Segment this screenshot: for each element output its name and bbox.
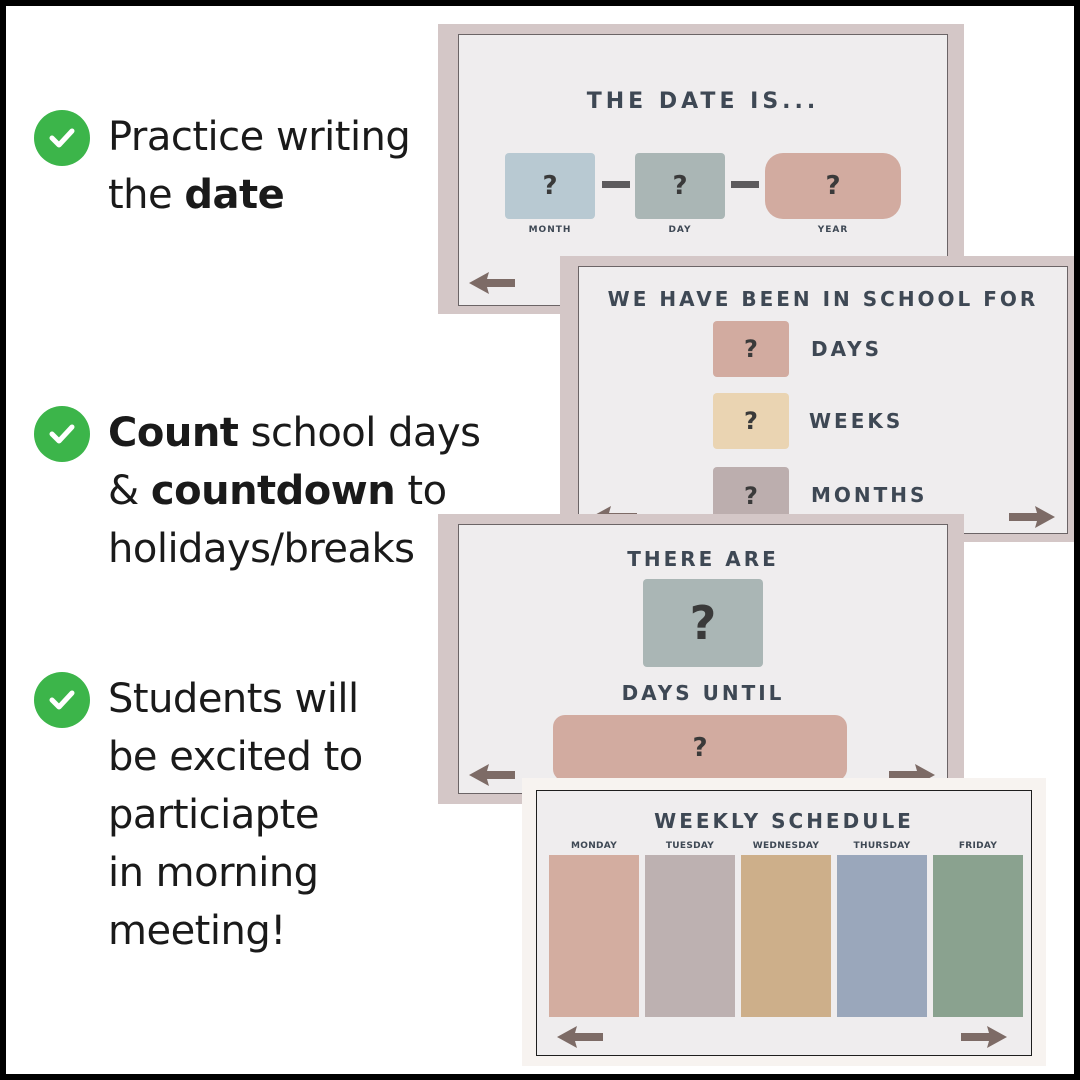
day-label-tuesday: TUESDAY xyxy=(665,841,715,851)
check-icon xyxy=(34,406,90,462)
feature-text xyxy=(108,404,481,578)
day-label-thursday: THURSDAY xyxy=(853,841,911,851)
slide-school-frame xyxy=(578,266,1068,534)
slide-weekly-schedule xyxy=(522,778,1046,1066)
months-count-box[interactable]: ? xyxy=(713,467,789,525)
days-label: DAYS xyxy=(811,337,883,361)
feature-emphasis: date xyxy=(184,172,285,218)
slide-countdown-title: THERE ARE xyxy=(627,547,779,571)
slide-countdown-frame xyxy=(458,524,948,794)
year-label: YEAR xyxy=(817,225,849,235)
months-label: MONTHS xyxy=(811,483,928,507)
slide-weekly-frame xyxy=(536,790,1032,1056)
slide-school-title: WE HAVE BEEN IN SCHOOL FOR xyxy=(607,287,1039,311)
feature-segment: school days xyxy=(238,410,481,456)
slide-countdown-subtitle: DAYS UNTIL xyxy=(621,681,785,705)
feature-line xyxy=(108,166,410,224)
slide-school-days xyxy=(560,256,1080,542)
feature-line xyxy=(108,728,363,786)
back-arrow-icon[interactable] xyxy=(467,269,517,297)
forward-arrow-icon[interactable] xyxy=(1007,503,1057,531)
feature-line xyxy=(108,902,363,960)
day-column-wednesday[interactable] xyxy=(741,855,831,1017)
feature-segment: Practice writing xyxy=(108,114,411,160)
feature-segment: meeting! xyxy=(108,908,286,954)
slide-date-title: THE DATE IS... xyxy=(586,89,820,114)
feature-line xyxy=(108,670,363,728)
day-label: DAY xyxy=(668,225,692,235)
feature-segment: & xyxy=(108,468,151,514)
feature-text xyxy=(108,108,410,224)
day-column-thursday[interactable] xyxy=(837,855,927,1017)
feature-text xyxy=(108,670,363,960)
feature-segment: particiapte xyxy=(108,792,319,838)
slide-weekly-title: WEEKLY SCHEDULE xyxy=(654,809,914,833)
forward-arrow-icon[interactable] xyxy=(959,1023,1009,1051)
back-arrow-icon[interactable] xyxy=(555,1023,605,1051)
weeks-count-box[interactable]: ? xyxy=(713,393,789,449)
feature-emphasis: countdown xyxy=(150,468,396,514)
weeks-label: WEEKS xyxy=(809,409,904,433)
day-column-friday[interactable] xyxy=(933,855,1023,1017)
feature-date xyxy=(34,108,410,224)
feature-segment: Students will xyxy=(108,676,359,722)
feature-segment: holidays/breaks xyxy=(108,526,415,572)
feature-line xyxy=(108,462,481,520)
day-column-monday[interactable] xyxy=(549,855,639,1017)
date-dash xyxy=(731,181,759,188)
feature-line xyxy=(108,108,410,166)
feature-line xyxy=(108,786,363,844)
check-icon xyxy=(34,672,90,728)
feature-count xyxy=(34,404,481,578)
year-box[interactable]: ? xyxy=(765,153,901,219)
feature-excited xyxy=(34,670,363,960)
days-until-box[interactable]: ? xyxy=(643,579,763,667)
date-dash xyxy=(602,181,630,188)
feature-emphasis: Count xyxy=(108,410,239,456)
day-label-wednesday: WEDNESDAY xyxy=(752,841,820,851)
check-icon xyxy=(34,110,90,166)
feature-line xyxy=(108,404,481,462)
slide-countdown xyxy=(438,514,964,804)
feature-segment: in morning xyxy=(108,850,319,896)
feature-line xyxy=(108,520,481,578)
day-label-friday: FRIDAY xyxy=(958,841,998,851)
feature-segment: the xyxy=(108,172,185,218)
day-box[interactable]: ? xyxy=(635,153,725,219)
event-box[interactable]: ? xyxy=(553,715,847,781)
back-arrow-icon[interactable] xyxy=(467,761,517,789)
day-column-tuesday[interactable] xyxy=(645,855,735,1017)
days-count-box[interactable]: ? xyxy=(713,321,789,377)
day-label-monday: MONDAY xyxy=(570,841,618,851)
feature-segment: to xyxy=(395,468,447,514)
feature-line xyxy=(108,844,363,902)
month-label: MONTH xyxy=(528,225,572,235)
feature-segment: be excited to xyxy=(108,734,363,780)
month-box[interactable]: ? xyxy=(505,153,595,219)
